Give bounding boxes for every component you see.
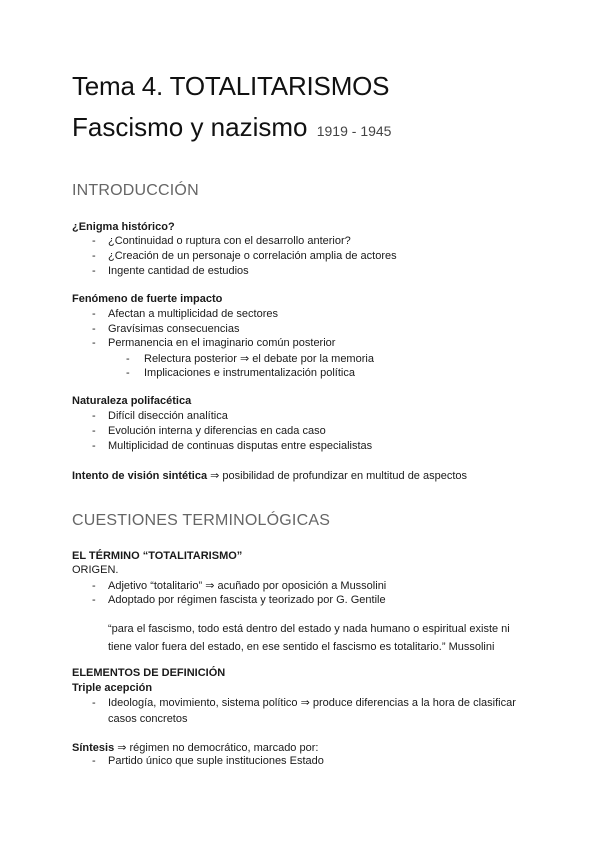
naturaleza-label: Naturaleza polifacética: [72, 395, 192, 407]
list-item: - Adjetivo “totalitario” ⇒ acuñado por oposición a Mussolini: [92, 580, 387, 592]
sub-list-item: - Implicaciones e instrumentalización política: [126, 367, 355, 379]
sub-list-item: - Relectura posterior ⇒ el debate por la memoria: [126, 353, 374, 365]
list-item: - Permanencia en el imaginario común posterior: [92, 337, 336, 349]
list-item: - Gravísimas consecuencias: [92, 323, 240, 335]
impacto-label: Fenómeno de fuerte impacto: [72, 293, 223, 305]
sintesis-label: Síntesis: [72, 742, 115, 754]
intento-rest: ⇒ posibilidad de profundizar en multitud de aspectos: [207, 470, 468, 482]
intento-label: Intento de visión sintética: [72, 470, 208, 482]
list-item: - Difícil disección analítica: [92, 410, 228, 422]
list-item: - Ideología, movimiento, sistema político ⇒ produce diferencias a la hora de clasificar casos concretos: [92, 697, 516, 725]
heading-cuestiones: CUESTIONES TERMINOLÓGICAS: [72, 512, 331, 529]
subtitle-text: Fascismo y nazismo: [72, 112, 308, 142]
mussolini-quote: “para el fascismo, todo está dentro del estado y nada humano o espiritual existe ni tiene valor fuera del estado, en ese sentido el fascismo es totalitario.” Mussolini: [108, 623, 510, 653]
origen-label: ORIGEN.: [72, 564, 119, 576]
list-item: - Partido único que suple instituciones Estado: [92, 755, 324, 767]
doc-subtitle: [72, 112, 391, 143]
sintesis-line: [72, 741, 318, 754]
list-item: - Evolución interna y diferencias en cada caso: [92, 425, 326, 437]
triple-label: Triple acepción: [72, 682, 153, 694]
sintesis-rest: ⇒ régimen no democrático, marcado por:: [114, 742, 319, 754]
list-item: - Afectan a multiplicidad de sectores: [92, 308, 278, 320]
enigma-label: ¿Enigma histórico?: [72, 221, 175, 233]
list-item: - Adoptado por régimen fascista y teorizado por G. Gentile: [92, 594, 386, 606]
heading-introduccion: INTRODUCCIÓN: [72, 182, 199, 199]
list-item: - Multiplicidad de continuas disputas entre especialistas: [92, 440, 373, 452]
termino-label: EL TÉRMINO “TOTALITARISMO”: [72, 550, 243, 562]
list-item: - ¿Creación de un personaje o correlación amplia de actores: [92, 250, 397, 262]
elementos-label: ELEMENTOS DE DEFINICIÓN: [72, 667, 226, 679]
doc-title: Tema 4. TOTALITARISMOS: [72, 71, 390, 101]
list-item: - ¿Continuidad o ruptura con el desarrollo anterior?: [92, 235, 351, 247]
list-item: - Ingente cantidad de estudios: [92, 265, 249, 277]
intento-line: [72, 469, 467, 482]
subtitle-years: 1919 - 1945: [316, 123, 392, 139]
